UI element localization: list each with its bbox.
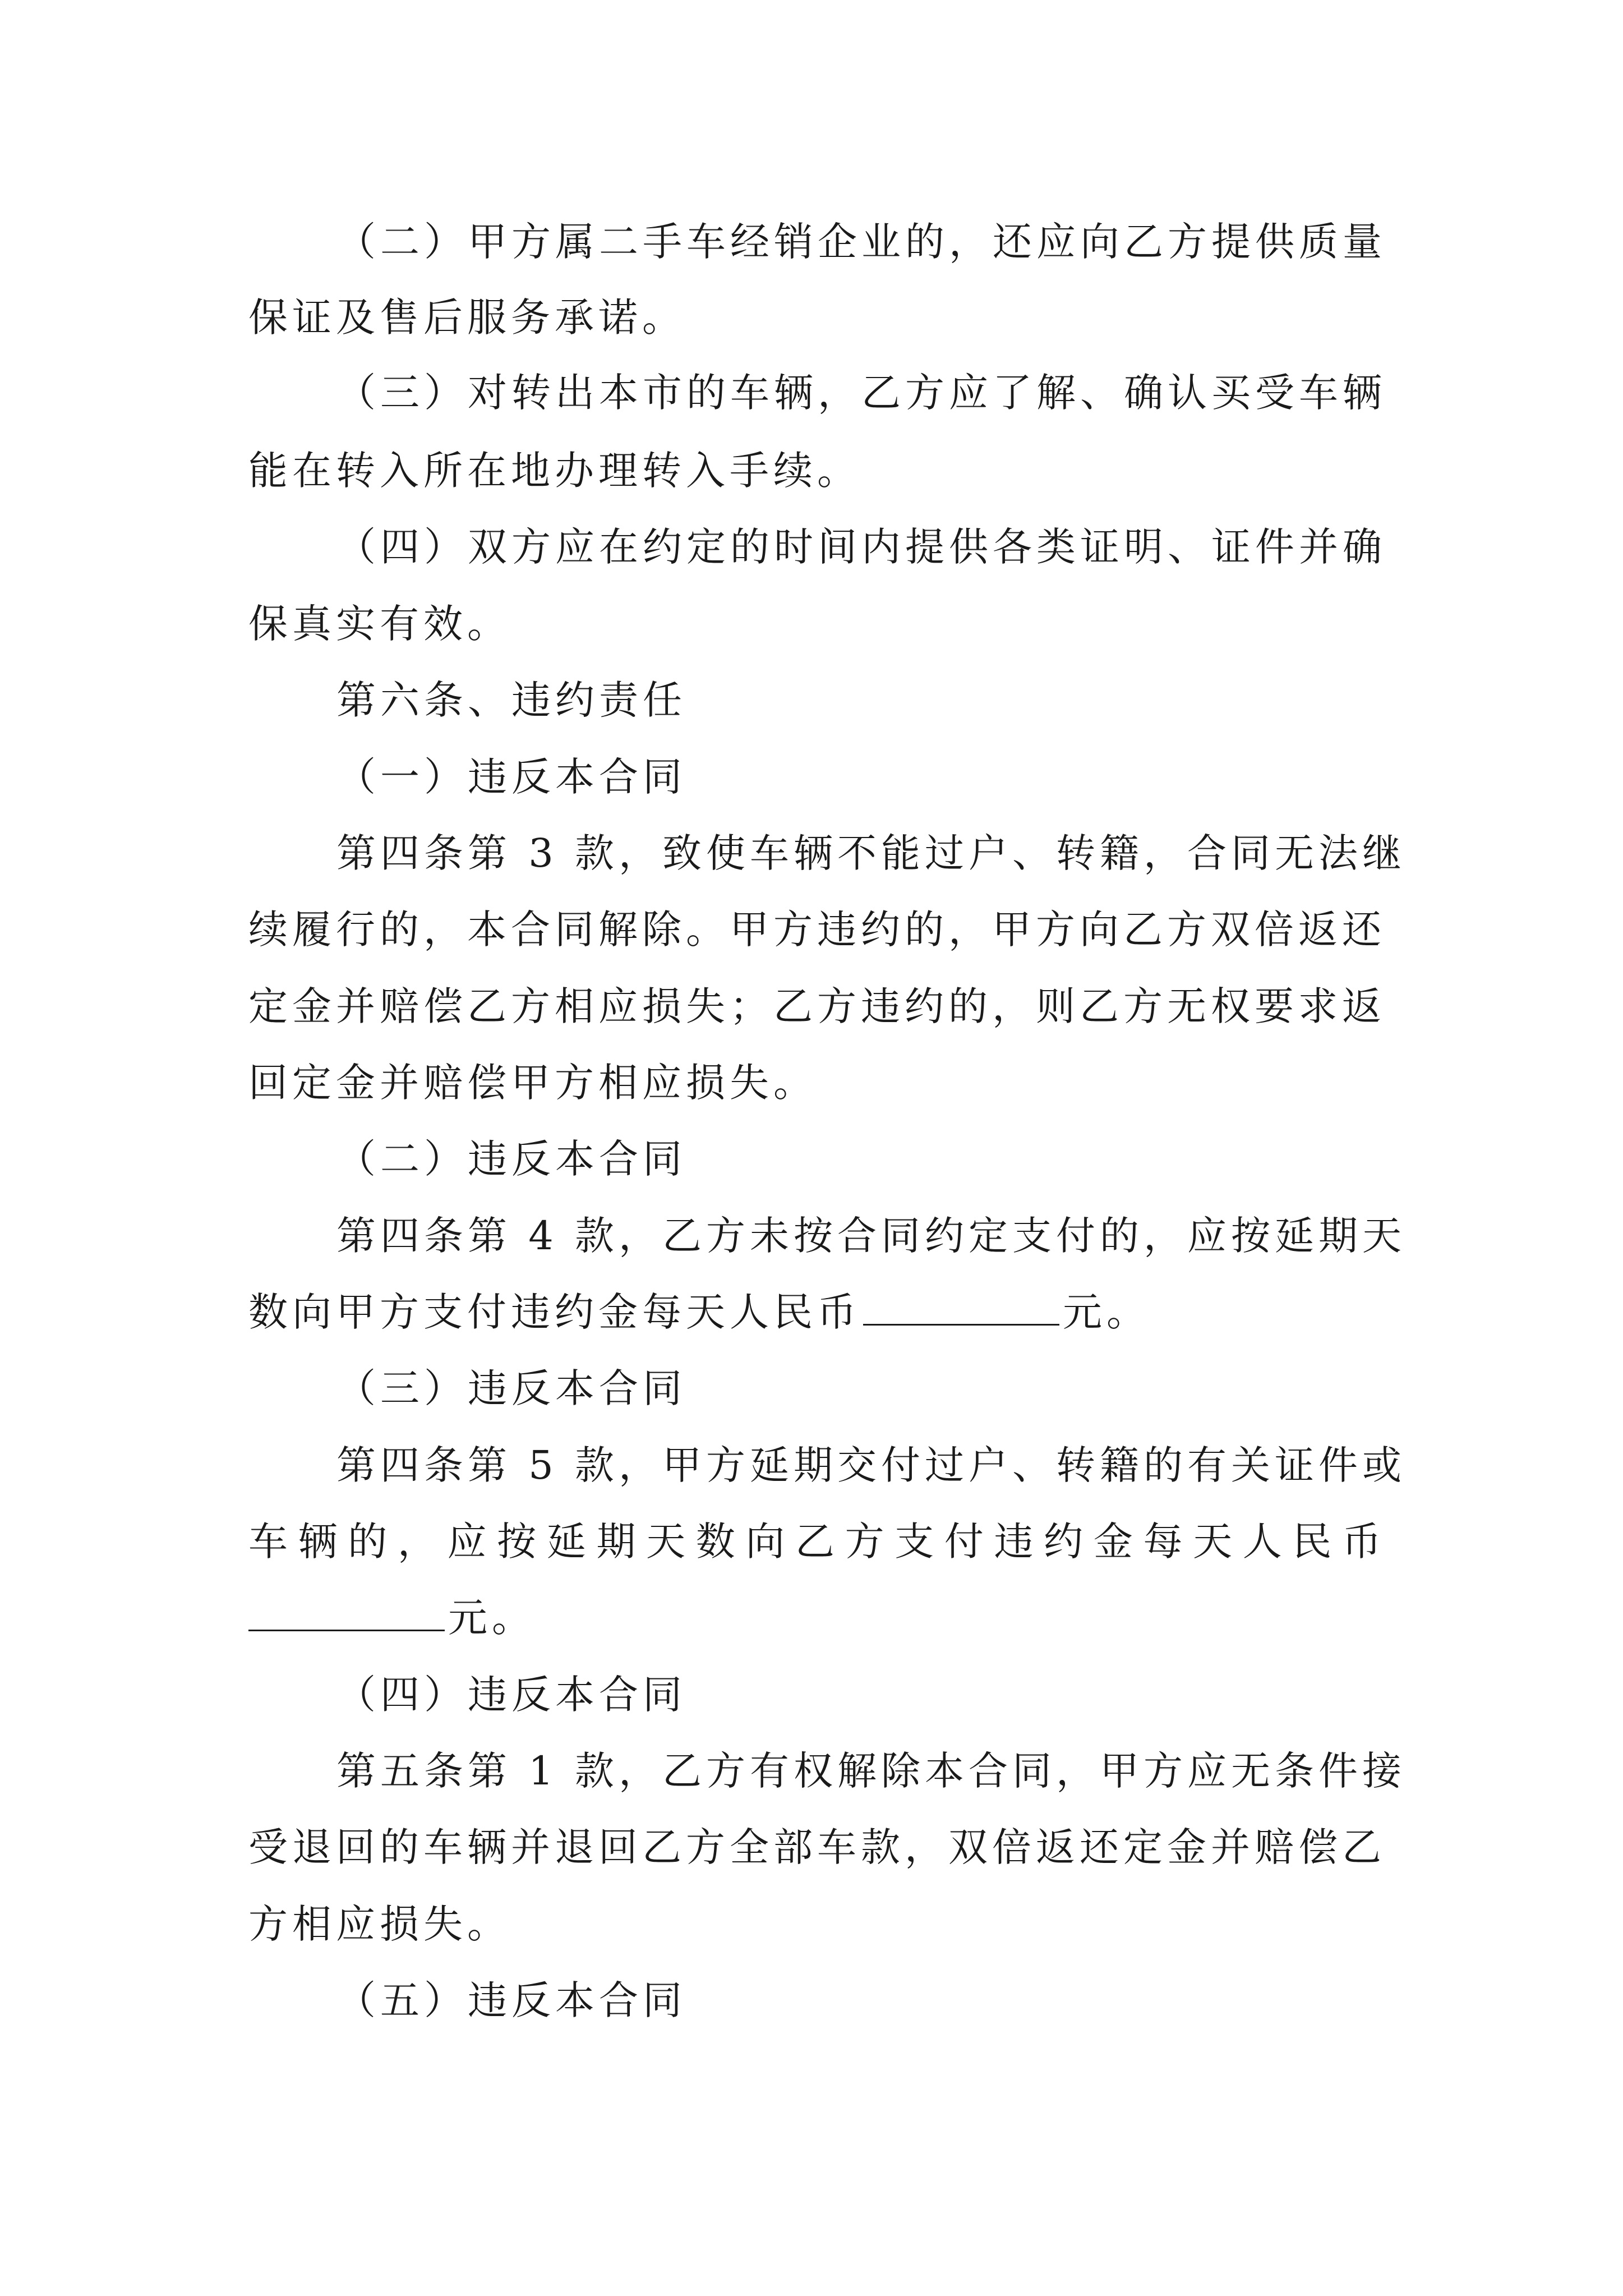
article-6-heading: 第六条、违约责任 [336, 677, 686, 723]
clause-6-5-heading: （五）违反本合同 [336, 1977, 686, 2023]
clause-6-1-line-4: 回定金并赔偿甲方相应损失。 [248, 1060, 817, 1106]
clause-6-4-line-2: 受退回的车辆并退回乙方全部车款，双倍返还定金并赔偿乙 [248, 1824, 1386, 1870]
clause-6-4-line-3: 方相应损失。 [248, 1901, 511, 1947]
clause-6-2-text: 数向甲方支付违约金每天人民币 [248, 1289, 861, 1335]
clause-6-3-line-3 [248, 1591, 536, 1645]
clause-6-3-line-2: 车辆的，应按延期天数向乙方支付违约金每天人民币 [248, 1519, 1381, 1565]
penalty-amount-blank [248, 1595, 445, 1631]
clause-6-2-unit: 元。 [1063, 1289, 1150, 1335]
clause-6-1-heading: （一）违反本合同 [336, 754, 686, 800]
clause-6-2-heading: （二）违反本合同 [336, 1136, 686, 1182]
clause-6-1-line-3: 定金并赔偿乙方相应损失；乙方违约的，则乙方无权要求返 [248, 983, 1386, 1029]
clause-6-1-line-1: 第四条第 3 款，致使车辆不能过户、转籍，合同无法继 [336, 830, 1407, 876]
clause-5-2-line-1: （二）甲方属二手车经销企业的，还应向乙方提供质量 [336, 219, 1386, 265]
clause-6-1-line-2: 续履行的，本合同解除。甲方违约的，甲方向乙方双倍返还 [248, 907, 1386, 953]
clause-6-2-line-1: 第四条第 4 款，乙方未按合同约定支付的，应按延期天 [336, 1213, 1407, 1259]
clause-6-3-heading: （三）违反本合同 [336, 1365, 686, 1411]
clause-6-3-unit: 元。 [448, 1595, 536, 1641]
clause-6-2-line-2 [248, 1285, 1150, 1339]
clause-6-4-line-1: 第五条第 1 款，乙方有权解除本合同，甲方应无条件接 [336, 1748, 1407, 1794]
clause-6-4-heading: （四）违反本合同 [336, 1672, 686, 1718]
clause-5-3-line-1: （三）对转出本市的车辆，乙方应了解、确认买受车辆 [336, 370, 1386, 416]
clause-6-3-line-1: 第四条第 5 款，甲方延期交付过户、转籍的有关证件或 [336, 1442, 1407, 1488]
penalty-amount-blank [863, 1289, 1059, 1326]
clause-5-3-line-2: 能在转入所在地办理转入手续。 [248, 448, 861, 494]
clause-5-4-line-2: 保真实有效。 [248, 601, 511, 647]
clause-5-4-line-1: （四）双方应在约定的时间内提供各类证明、证件并确 [336, 524, 1386, 570]
clause-5-2-line-2: 保证及售后服务承诺。 [248, 295, 686, 341]
